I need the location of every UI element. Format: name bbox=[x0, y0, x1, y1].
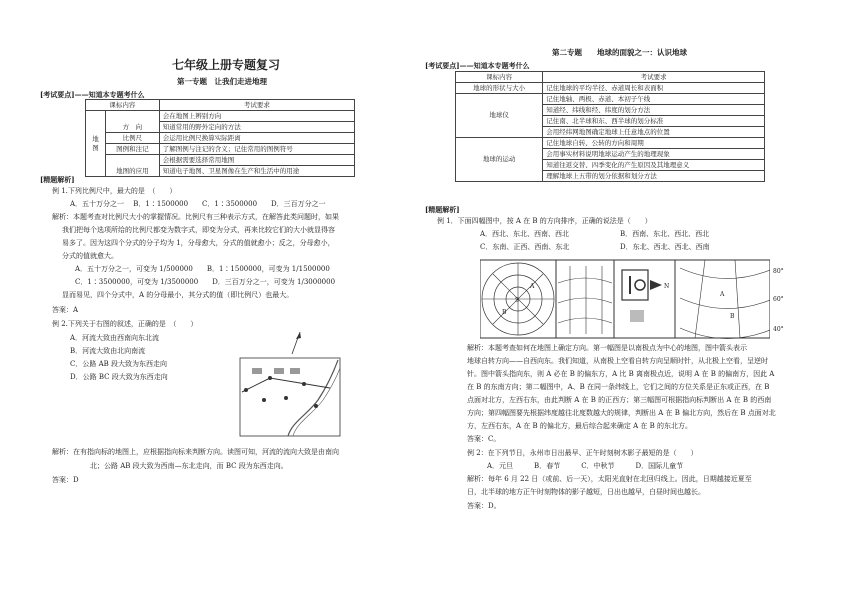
point-c-icon bbox=[302, 382, 306, 386]
ex1-question: 例 1.下列比例尺中，最大的是 （ ） bbox=[52, 187, 177, 195]
ex1-explanation: 解析：本题考查如何在地图上确定方向。第一幅图是以南极点为中心的地图，图中箭头表示 bbox=[467, 344, 747, 352]
ex2-answer: 答案：D bbox=[52, 476, 79, 484]
kaoshi-label: [考试要点]——知道本专题考什么 bbox=[425, 61, 530, 70]
building-icon bbox=[274, 368, 284, 374]
north-arrow-icon bbox=[292, 332, 301, 354]
ex1-answer: 答案：C。 bbox=[467, 435, 501, 443]
ex2-options: A．元旦 B．春节 C．中秋节 D．国际儿童节 bbox=[487, 462, 684, 470]
ex1-conversion: A．五十万分之一，可变为 1/500000 B．1∶1500000，可变为 1/1500000 bbox=[75, 265, 330, 273]
table-cat: 地球的形状与大小 bbox=[456, 83, 543, 94]
latitude-map bbox=[680, 260, 770, 339]
table-req: 了解图例与注记的含义；记住常用的图例符号 bbox=[159, 144, 354, 155]
point-a-icon bbox=[244, 388, 248, 392]
map-label: S bbox=[515, 297, 520, 304]
table-req: 记住地球自转、公转的方向和周期 bbox=[543, 138, 765, 149]
grid-map bbox=[558, 266, 612, 334]
topic1-title: 第一专题 让我们走进地理 bbox=[177, 77, 267, 86]
map-label: A bbox=[720, 291, 725, 298]
jingjie-label: [精题解析] bbox=[40, 175, 75, 184]
lat-label: 60° bbox=[773, 296, 784, 303]
table-req: 记住南、北半球和东、西半球的划分标准 bbox=[543, 116, 765, 127]
table-header-req: 考试要求 bbox=[543, 72, 765, 83]
point-b-icon bbox=[268, 376, 272, 380]
table-req: 会运用比例尺换算实际距离 bbox=[159, 133, 354, 144]
svg-text:N: N bbox=[664, 283, 670, 290]
table-req: 记住地球的平均半径、赤道周长和表面积 bbox=[543, 83, 765, 94]
lat-label: 80° bbox=[773, 268, 784, 275]
marker-icon bbox=[314, 404, 318, 408]
ex1-explanation: 针。图中箭头指向东，则 A 必在 B 的偏东方，A 比 B 离南极点近，说明 A 在 B 的偏南方，因此 A bbox=[467, 370, 775, 378]
table-cat: 方 向 bbox=[106, 111, 160, 133]
ex1-explanation: 方，左西右东，A 在 B 的偏北方，最后综合起来确定 A 在 B 的东北方。 bbox=[467, 422, 692, 430]
ex2-option-d: D．公路 BC 段大致为东西走向 bbox=[70, 373, 168, 381]
table-cat: 比例尺 bbox=[106, 133, 160, 144]
table-cat: 图例和注记 bbox=[106, 144, 160, 155]
table-header-content: 课标内容 bbox=[456, 72, 543, 83]
river-road-map bbox=[230, 330, 350, 440]
marker-icon bbox=[284, 396, 288, 400]
ex1-option-d: D．东北、西北、西北、西南 bbox=[620, 243, 710, 251]
topic2-title: 第二专题 地球的面貌之一：认识地球 bbox=[552, 48, 687, 57]
table-header-req: 考试要求 bbox=[159, 100, 354, 111]
table-req: 会用事实材料说明地球运动产生的地理现象 bbox=[543, 149, 765, 160]
ex1-explanation: 在 B 的东南方向；第二幅图中，A、B 在同一条纬线上，它们之间的方位关系是正东或正西，在 B bbox=[467, 383, 770, 391]
ex1-explanation: 点面对北方，左西右东，由此判断 A 在 B 的正西方；第三幅图可根据指向标判断出 A 在 B 的西南 bbox=[467, 396, 772, 404]
ex1-conclusion: 显而易见，四个分式中，A 的分母最小，其分式的值（即比例尺）也最大。 bbox=[62, 291, 294, 299]
table-req: 会用经纬网地图确定地球上任意地点的位置 bbox=[543, 127, 765, 138]
table-req: 知道往返交替、四季变化的产生原因及其地理意义 bbox=[543, 160, 765, 171]
marker-icon bbox=[262, 398, 266, 402]
table-cat: 地球仪 bbox=[456, 94, 543, 138]
ex1-options: A．五十万分之一 B．1∶1500000 C．1∶3500000 D．三百万分之一 bbox=[70, 200, 326, 208]
table-req: 理解地球上五带的划分依据和划分方法 bbox=[543, 171, 765, 182]
ex2-option-c: C．公路 AB 段大致为东西走向 bbox=[70, 360, 168, 368]
ex1-explanation: 地球自转方向——自西向东。我们知道，从南极上空看自转方向呈顺时针，从北极上空看，呈逆时 bbox=[467, 357, 768, 365]
table-req: 会根据需要选择常用地图 bbox=[159, 155, 354, 166]
table-req: 知道电子地图、卫星图像在生产和生活中的用途 bbox=[159, 166, 354, 177]
ex1-explanation: 易多了。因为这四个分式的分子均为 1，分母愈大，分式的值就愈小；反之，分母愈小， bbox=[62, 239, 335, 247]
lat-label: 40° bbox=[773, 326, 784, 333]
ex1-explanation: 分式的值就愈大。 bbox=[62, 252, 118, 260]
ex1-option-a: A．西北、东北、西南、西北 bbox=[480, 230, 570, 238]
topic1-table bbox=[85, 99, 355, 177]
ex2-explanation: 日，北半球的地方正午时刻物体的影子越短，日出也越早，白昼时间也越长。 bbox=[467, 488, 705, 496]
ex1-explanation: 方向；第四幅图要先根据纬度越往北度数越大的规律，判断出 A 在 B 偏北方向，然后在 B 点面对北 bbox=[467, 409, 776, 417]
ex2-explanation: 北；公路 AB 段大致为西南—东北走向，而 BC 段为东西走向。 bbox=[90, 462, 288, 470]
ex1-explanation: 解析：本题考查对比例尺大小的掌握情况。比例尺有三种表示方式，在解答此类问题时，如果 bbox=[52, 213, 339, 221]
ex2-option-b: B．河流大致由北向南流 bbox=[70, 347, 146, 355]
arrow-icon bbox=[650, 280, 662, 290]
building-icon bbox=[290, 368, 300, 374]
map-label: B bbox=[502, 309, 507, 316]
ex1-answer: 答案：A bbox=[52, 306, 79, 314]
table-cat: 地球的运动 bbox=[456, 138, 543, 182]
table-req: 知道经、纬线和经、纬度的划分方法 bbox=[543, 105, 765, 116]
table-req: 会在地图上辨别方向 bbox=[159, 111, 354, 122]
road-line bbox=[242, 378, 330, 392]
table-req: 记住地轴、两极、赤道、本初子午线 bbox=[543, 94, 765, 105]
kaoshi-label: [考试要点]——知道本专题考什么 bbox=[40, 90, 145, 99]
table-header-content: 课标内容 bbox=[86, 100, 160, 111]
map-label: B bbox=[730, 313, 735, 320]
ex1-option-c: C．东南、正西、西南、东北 bbox=[480, 243, 570, 251]
polar-map bbox=[482, 263, 554, 335]
ex1-explanation: 我们把每个选项所给的比例尺都变为数字式，即变为分式，再来比较它们的大小就显得容 bbox=[62, 226, 335, 234]
ex1-option-b: B．西南、东北、西北、西北 bbox=[620, 230, 710, 238]
jingjie-label: [精题解析] bbox=[425, 205, 460, 214]
ex2-question: 例 2：在下列节日，永州市日出最早、正午时刻树木影子最短的是（ ） bbox=[467, 449, 698, 457]
north-arrow-map bbox=[622, 270, 669, 322]
ex1-question: 例 1．下面四幅图中，按 A 在 B 的方向排序，正确的说法是（ ） bbox=[437, 217, 652, 225]
map-label: A bbox=[530, 283, 535, 290]
ex2-explanation: 解析：每年 6 月 22 日（或前、后一天），太阳光直射在北回归线上。因此，日期越接近夏至 bbox=[467, 475, 752, 483]
table-req: 知道常用的野外定向的方法 bbox=[159, 122, 354, 133]
table-cat: 地图的应用 bbox=[106, 155, 160, 177]
direction-maps bbox=[480, 258, 770, 340]
building-icon bbox=[252, 368, 262, 374]
table-group-map: 地 图 bbox=[86, 111, 106, 177]
ex2-question: 例 2.下列关于右图的叙述，正确的是 （ ） bbox=[52, 320, 198, 328]
ex2-explanation: 解析：在有指向标的地图上，应根据指向标来判断方向。读图可知，河流的流向大致是由南向 bbox=[52, 448, 339, 456]
topic2-table bbox=[455, 71, 765, 182]
ex1-conversion: C．1∶3500000，可变为 1/3500000 D．三百万分之一，可变为 1/3000000 bbox=[75, 278, 336, 286]
ex2-answer: 答案：D。 bbox=[467, 502, 501, 510]
page-title: 七年级上册专题复习 bbox=[172, 58, 281, 72]
ex2-option-a: A．河流大致由西南向东北流 bbox=[70, 334, 160, 342]
